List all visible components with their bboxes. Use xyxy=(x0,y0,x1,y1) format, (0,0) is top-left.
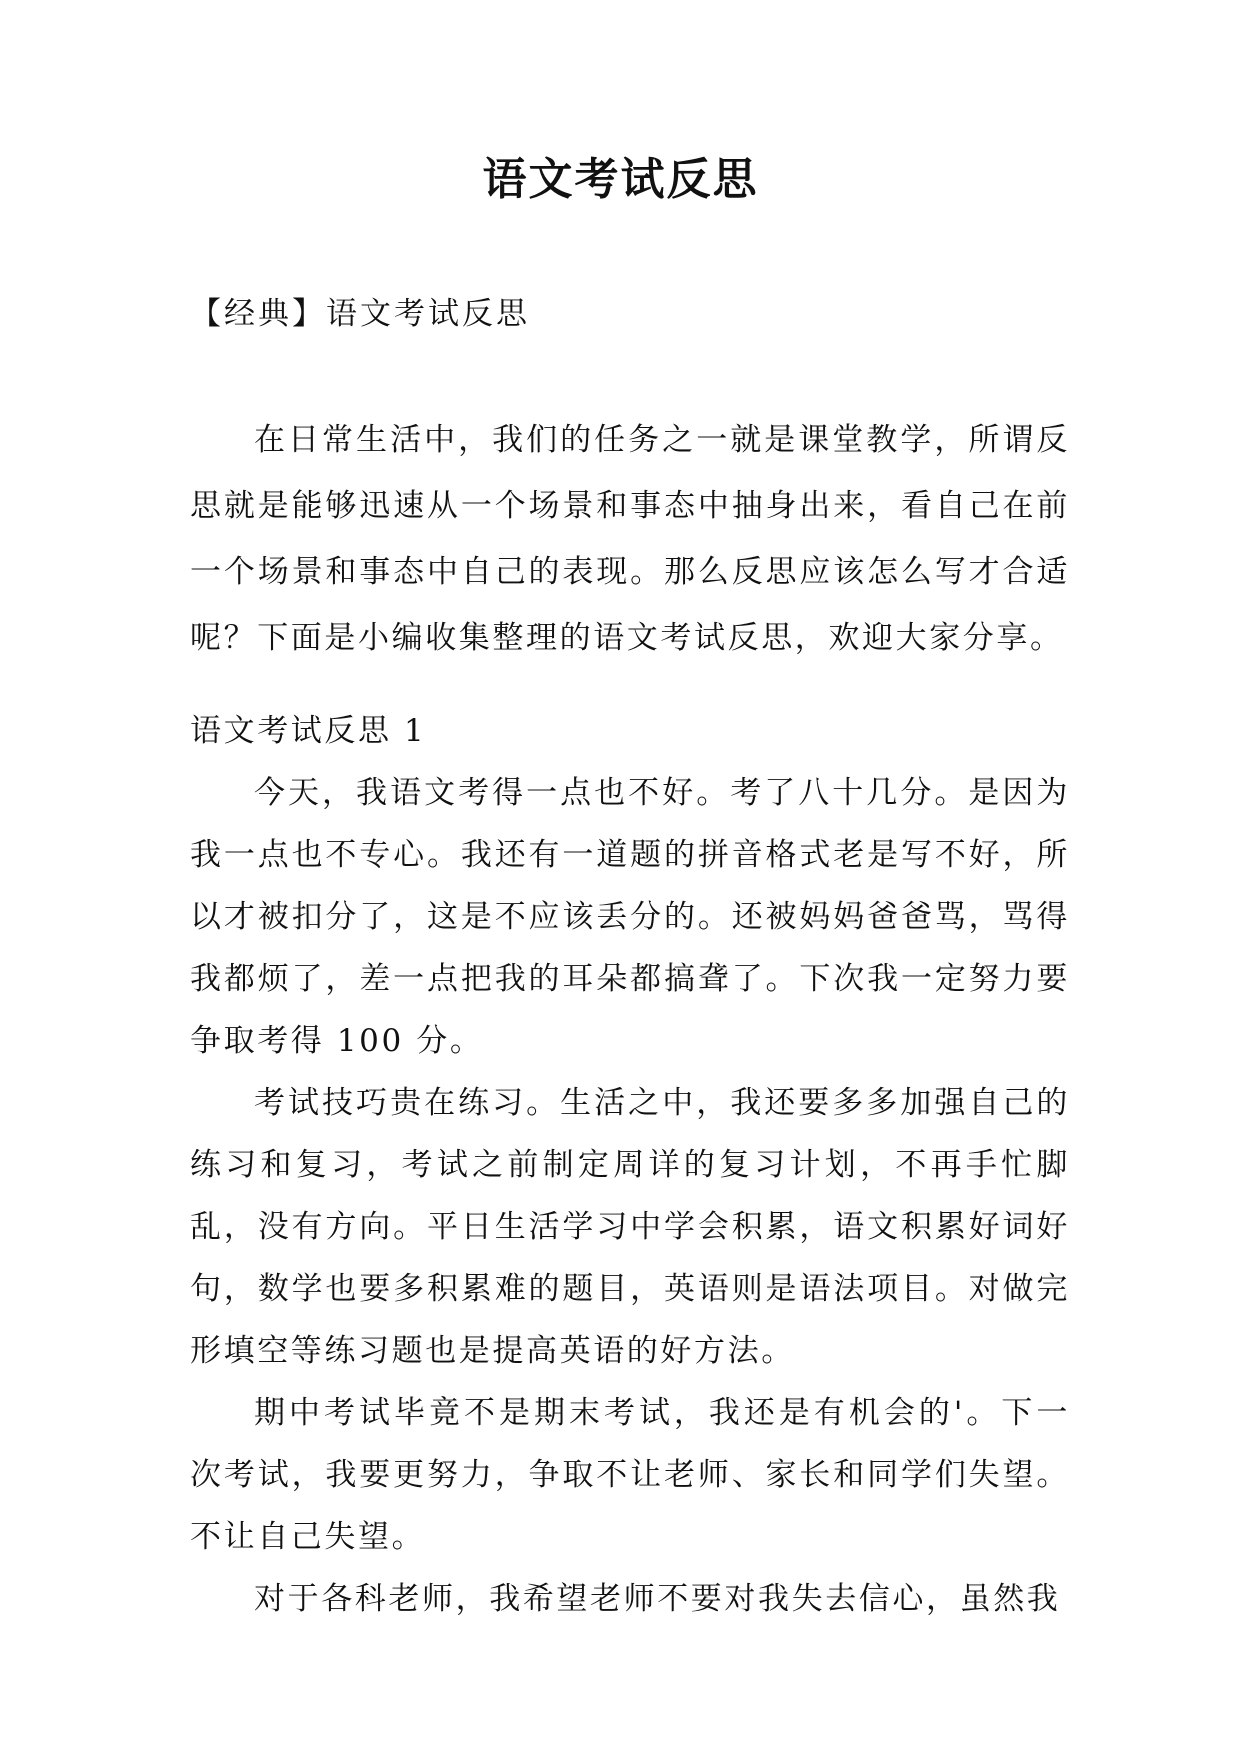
document-title: 语文考试反思 xyxy=(482,154,759,205)
document-subtitle: 【经典】语文考试反思 xyxy=(190,296,530,332)
body-paragraph-2: 考试技巧贵在练习。生活之中，我还要多多加强自己的练习和复习，考试之前制定周详的复习计划，不再手忙脚乱，没有方向。平日生活学习中学会积累，语文积累好词好句，数学也要多积累难的题目，英语则是语法项目。对做完形填空等练习题也是提高英语的好方法。 xyxy=(190,1085,1070,1369)
body-paragraph-1: 今天，我语文考得一点也不好。考了八十几分。是因为我一点也不专心。我还有一道题的拼音格式老是写不好，所以才被扣分了，这是不应该丢分的。还被妈妈爸爸骂，骂得我都烦了，差一点把我的耳朵都搞聋了。下次我一定努力要争取考得 100 分。 xyxy=(190,775,1070,1059)
body-paragraph-3: 期中考试毕竟不是期末考试，我还是有机会的'。下一次考试，我要更努力，争取不让老师、家长和同学们失望。不让自己失望。 xyxy=(190,1395,1070,1555)
section-heading: 语文考试反思 1 xyxy=(190,713,427,749)
article-body xyxy=(190,700,1070,1630)
body-paragraph-4: 对于各科老师，我希望老师不要对我失去信心，虽然我 xyxy=(254,1581,1061,1617)
intro-paragraph: 在日常生活中，我们的任务之一就是课堂教学，所谓反思就是能够迅速从一个场景和事态中抽身出来，看自己在前一个场景和事态中自己的表现。那么反思应该怎么写才合适呢？下面是小编收集整理的语文考试反思，欢迎大家分享。 xyxy=(190,422,1070,656)
